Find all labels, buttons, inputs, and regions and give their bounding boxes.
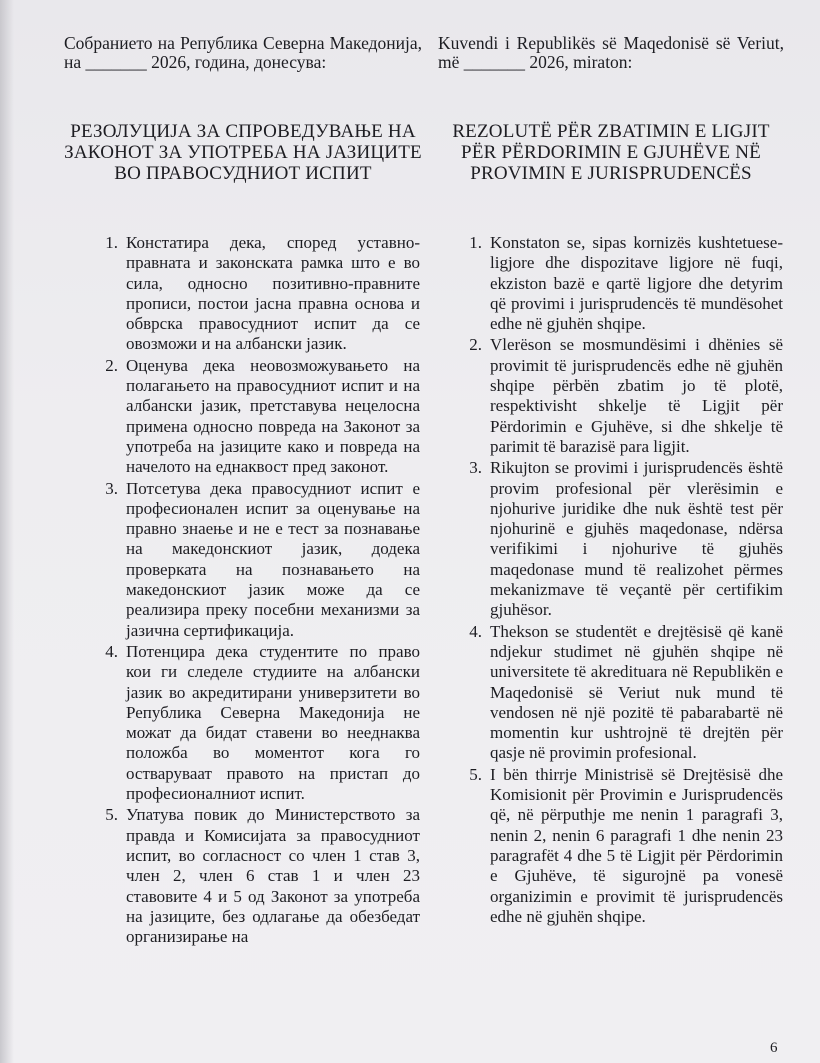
item-number: 1. [105, 233, 118, 252]
intro-albanian: Kuvendi i Republikës së Maqedonisë së Veriut, më _______ 2026, miraton: [438, 33, 784, 72]
items-list-albanian [469, 233, 783, 928]
items-list-macedonian [105, 233, 420, 948]
page-edge-shadow [0, 0, 14, 1063]
list-item [469, 764, 783, 927]
list-item [105, 805, 420, 947]
list-item [469, 621, 783, 764]
item-number: 5. [469, 764, 482, 784]
item-text: Потсетува дека правосудниот испит е професионален испит за оценување на правно знаење и не е тест за познавање на македонскиот јазик, додека проверката на познавањето на македонскиот јазик може да се реализира преку посебни механизми за јазична сертификација. [126, 478, 420, 640]
item-text: Rikujton se provimi i jurisprudencës është provim profesional për vlerësimin e njohurive juridike dhe nuk është test për njohurinë e gjuhës maqedonase, ndërsa verifikimi i njohurive të gjuhës maqedonase mund të realizohet përmes mekanizmave të veçantë për certifikim gjuhësor. [490, 458, 783, 620]
item-text: Thekson se studentët e drejtësisë që kanë ndjekur studimet në gjuhën shqipe në universitete të akredituara në Republikën e Maqedonisë së Veriut nuk mund të vendosen në një pozitë të pabarabartë në momentin kur ushtrojnë të drejtën për qasje në provimin profesional. [490, 621, 783, 763]
item-number: 3. [105, 478, 118, 498]
item-text: Vlerëson se mosmundësimi i dhënies së provimit të jurisprudencës edhe në gjuhën shqipe përbën zbatim jo të plotë, respektivisht shkelje të Ligjit për Përdorimin e Gjuhëve, si dhe shkelje të parimit të barazisë para ligjit. [490, 335, 783, 456]
list-item [105, 478, 420, 641]
page-number: 6 [770, 1040, 778, 1056]
item-number: 5. [105, 805, 118, 825]
intro-macedonian: Собранието на Република Северна Македонија, на _______ 2026, година, донесува: [64, 33, 422, 72]
resolution-title-albanian: REZOLUTË PËR ZBATIMIN E LIGJIT PËR PËRDORIMIN E GJUHËVE NË PROVIMIN E JURISPRUDENCËS [452, 121, 770, 184]
item-text: Упатува повик до Министерството за правда и Комисијата за правосудниот испит, во согласност со член 1 став 3, член 2, член 6 став 1 и член 23 ставовите 4 и 5 од Законот за употреба на јазиците, без одлагање да обезбедат организирање на [126, 805, 420, 947]
list-item [105, 233, 420, 355]
resolution-title-macedonian: РЕЗОЛУЦИЈА ЗА СПРОВЕДУВАЊЕ НА ЗАКОНОТ ЗА УПОТРЕБА НА ЈАЗИЦИТЕ ВО ПРАВОСУДНИОТ ИСПИТ [64, 121, 422, 184]
list-item [105, 355, 420, 478]
item-number: 1. [469, 233, 482, 252]
list-item [105, 641, 420, 804]
item-text: Konstaton se, sipas kornizës kushtetuese-ligjore dhe dispozitave ligjore në fuqi, ekziston bazë e qartë ligjore dhe detyrim që provimi i jurisprudencës të mundësohet edhe në gjuhën shqipe. [490, 233, 783, 334]
item-text: I bën thirrje Ministrisë së Drejtësisë dhe Komisionit për Provimin e Jurisprudencës që, në përputhje me nenin 1 paragrafi 3, nenin 2, nenin 6 paragrafi 1 dhe nenin 23 paragrafët 4 dhe 5 të Ligjit për Përdorimin e Gjuhëve, të sigurojnë pa vonesë organizimin e provimit të jurisprudencës edhe në gjuhën shqipe. [490, 764, 783, 926]
list-item [469, 335, 783, 457]
item-text: Потенцира дека студентите по право кои ги следеле студиите на албански јазик во акредитирани универзитети во Република Северна Македонија не можат да бидат ставени во нееднаква положба во моментот кога го остваруваат правото на пристап до професионалниот испит. [126, 641, 420, 804]
list-item [469, 458, 783, 620]
item-text: Констатира дека, според уставно-правната и законската рамка што е во сила, односно позитивно-правните прописи, постои јасна правна основа и обврска правосудниот испит да се овозможи и на албански јазик. [126, 233, 420, 354]
list-item [469, 233, 783, 334]
item-number: 4. [469, 621, 482, 641]
item-number: 4. [105, 641, 118, 661]
item-number: 2. [105, 355, 118, 375]
item-text: Оценува дека неовозможувањето на полагањето на правосудниот испит и на албански јазик, претставува нецелосна примена односно повреда на Законот за употреба на јазиците како и повреда на начелото на еднаквост пред законот. [126, 355, 420, 477]
item-number: 2. [469, 335, 482, 355]
item-number: 3. [469, 458, 482, 478]
